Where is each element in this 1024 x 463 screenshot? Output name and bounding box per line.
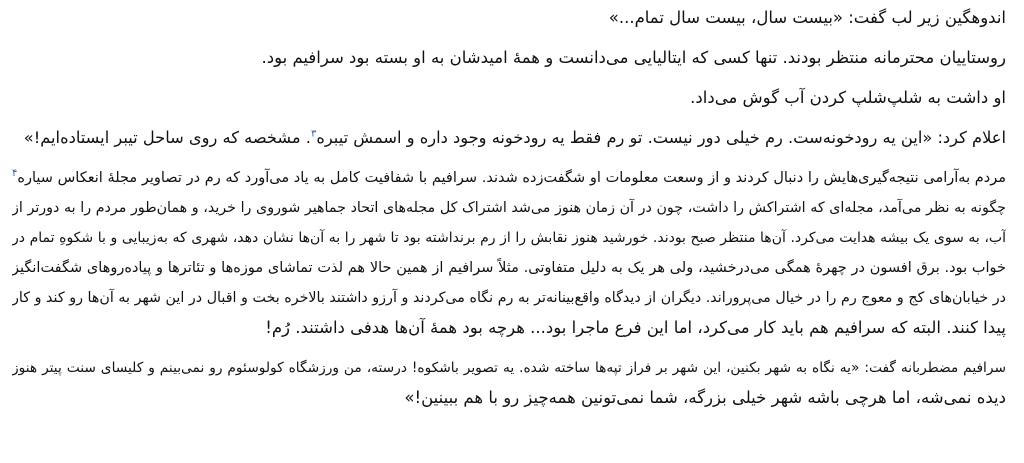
text-line: اندوهگین زیر لب گفت: «بیست سال، بیست سال تمام...» — [608, 8, 1006, 27]
paragraph-3 — [12, 83, 1006, 113]
text-line: او داشت به شلپ‌شلپ کردن آب گوش می‌داد. — [690, 88, 1006, 107]
text-segment: مردم به‌آرامی نتیجه‌گیری‌هایش را دنبال کردند و از وسعت معلومات او شگفت‌زده شدند. سرافیم با شفافیت کامل به یاد می‌آورد که رم در تصاویر مجلهٔ انعکاس سیاره — [17, 170, 1006, 186]
paragraph-2 — [12, 43, 1006, 73]
paragraph-1 — [12, 3, 1006, 33]
paragraph-5 — [12, 163, 1006, 343]
text-segment: اعلام کرد: «این یه رودخونه‌ست. رم خیلی دور نیست. تو رم فقط یه رودخونه وجود داره و اسمش تیبره — [316, 128, 1006, 147]
footnote-marker[interactable]: ۴ — [12, 168, 18, 180]
text-line — [12, 163, 1006, 193]
footnote-marker[interactable]: ۳ — [310, 128, 317, 140]
text-line: چگونه به نظر می‌آمد، مجله‌ای که اشتراکش را داشت، چون در آن زمان هنوز می‌شد اشتراک کل مجله‌های اتحاد جماهیر شوروی را خرید، و همان‌طور مردم را به دورتر از — [12, 200, 1006, 216]
text-line: خواب بود. برق افسون در چهرهٔ همگی می‌درخشید، ولی هر یک به دلیل متفاوتی. مثلاً سرافیم از همین حالا هم لذت تماشای موزه‌ها و تئاترها و پیاده‌روهای شگفت‌انگیز — [12, 260, 1006, 276]
text-line: دیده نمی‌شه، اما هرچی باشه شهر خیلی بزرگه، شما نمی‌تونین همه‌چیز رو با هم ببینین!» — [404, 388, 1006, 407]
text-line — [12, 123, 1006, 153]
text-segment: . مشخصه که روی ساحل تیبر ایستاده‌ایم!» — [23, 128, 311, 147]
text-line: پیدا کنند. البته که سرافیم هم باید کار می‌کرد، اما این فرع ماجرا بود... هرچه بود همهٔ آن‌ها هدفی داشتند. رُم! — [265, 318, 1006, 337]
text-line: سرافیم مضطربانه گفت: «یه نگاه به شهر بکنین، این شهر بر فراز تپه‌ها ساخته شده. یه تصویر باشکوه! درسته، من ورزشگاه کولوسئوم رو نمی‌بینم و کلیسای سنت پیتر هنوز — [12, 360, 1006, 376]
text-line: آب، به سوی یک بیشه هدایت می‌کرد. آن‌ها منتظر صبح بودند. خورشید هنوز نقابش را از رم برنداشته بود تا شهر را به آن‌ها نشان دهد، شهری که به‌زیبایی و با شکوهِ تمام در — [12, 230, 1006, 246]
paragraph-4 — [12, 123, 1006, 153]
paragraph-6 — [12, 353, 1006, 413]
text-line: در خیابان‌های کج و معوج رم را در خیال می‌پروراند. دیگران از دیدگاه واقع‌بینانه‌تر به رم نگاه می‌کردند و آرزو داشتند بالاخره بخت و اقبال در این شهر به آن‌ها رو کند و کار — [12, 290, 1006, 306]
text-line: روستاییان محترمانه منتظر بودند. تنها کسی که ایتالیایی می‌دانست و همهٔ امیدشان به او بسته بود سرافیم بود. — [261, 48, 1006, 67]
